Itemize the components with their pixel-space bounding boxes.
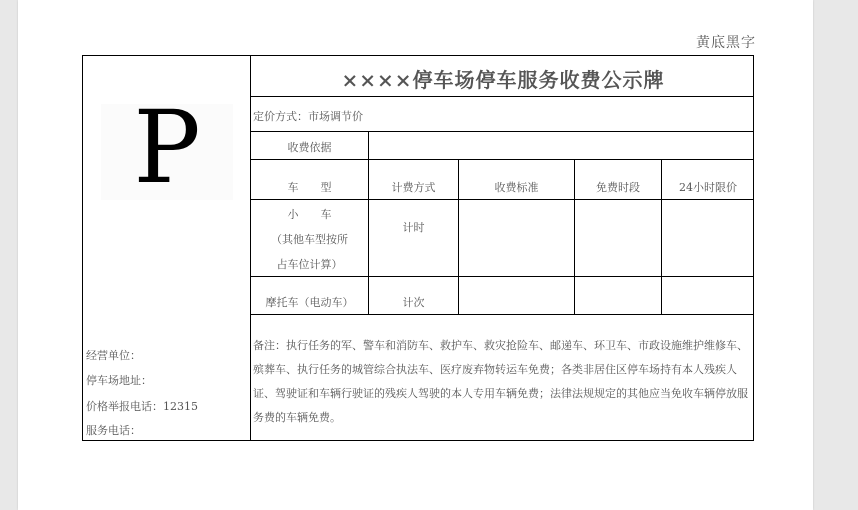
page-title: ××××停车场停车服务收费公示牌: [341, 68, 665, 92]
divider: [250, 276, 754, 277]
pricing-method: 定价方式：市场调节价: [253, 110, 363, 123]
parking-logo: [101, 89, 233, 206]
fee-notice-table: [82, 55, 754, 441]
divider: [250, 199, 754, 200]
row-motorcycle-billing: 计次: [402, 296, 425, 309]
divider: [250, 159, 754, 160]
divider: [250, 56, 251, 441]
row-small-car-line1: 小 车: [287, 208, 332, 221]
col-billing-method: 计费方式: [391, 181, 436, 194]
report-phone: 价格举报电话：12315: [86, 400, 198, 413]
col-vehicle-type: 车 型: [287, 181, 332, 194]
col-free-period: 免费时段: [596, 181, 640, 194]
parking-p-icon: P: [133, 89, 201, 206]
row-motorcycle-type: 摩托车（电动车）: [265, 296, 354, 309]
row-small-car-billing: 计时: [402, 221, 425, 234]
row-small-car-line2: （其他车型按所: [271, 233, 348, 246]
remarks: 备注：执行任务的军、警车和消防车、救护车、救灾抢险车、邮递车、环卫车、市政设施维护维修车、殡葬车、执行任务的城管综合执法车、医疗废弃物转运车免费；各类非居住区停车场持有本人残疾人证、驾驶证和车辆行驶证的残疾人驾驶的本人专用车辆免费；法律法规规定的其他应当免收车辆停放服务费的车辆免费。: [253, 339, 748, 424]
col-daily-cap: 24小时限价: [679, 181, 737, 194]
service-phone-label: 服务电话：: [86, 424, 141, 437]
col-fee-standard: 收费标准: [494, 181, 539, 194]
row-small-car-line3: 占车位计算）: [276, 258, 343, 271]
corner-note: 黄底黑字: [696, 35, 756, 51]
basis-label: 收费依据: [287, 141, 332, 154]
address-label: 停车场地址：: [86, 374, 152, 387]
divider: [250, 131, 754, 132]
divider: [250, 314, 754, 315]
divider: [250, 96, 754, 97]
operator-label: 经营单位：: [86, 349, 141, 362]
